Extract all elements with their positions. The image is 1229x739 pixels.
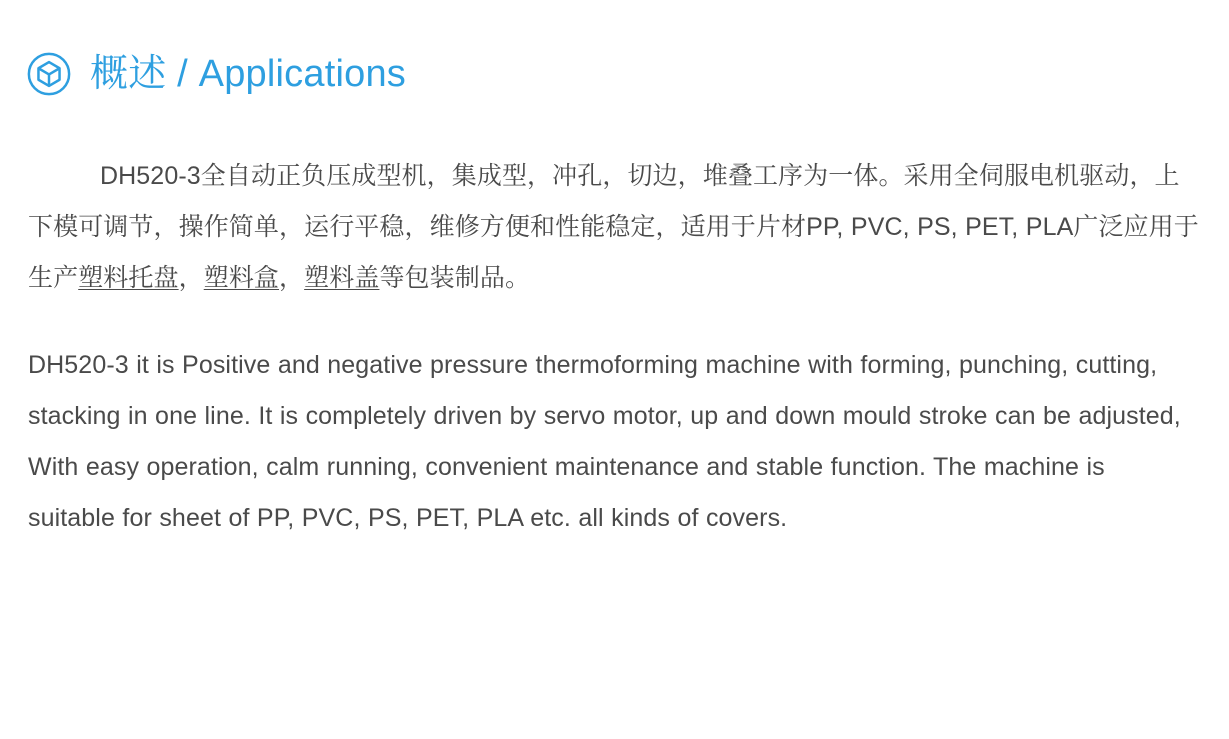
cube-outline-icon — [26, 51, 72, 97]
left-margin-rail — [0, 0, 5, 739]
paragraph-english-text: DH520-3 it is Positive and negative pressure thermoforming machine with forming, punching, cutting, stacking in one line. It is completely driven by servo motor, up and down mould stroke can be adjusted, With easy operation, calm running, convenient maintenance and stable function. The machine is suitable for sheet of PP, PVC, PS, PET, PLA etc. all kinds of covers. — [28, 350, 1181, 532]
section-header — [0, 0, 1229, 123]
page-title: 概述 / Applications — [90, 53, 406, 96]
applications-body — [0, 123, 1229, 544]
paragraph-english — [28, 340, 1199, 544]
paragraph-chinese — [28, 151, 1199, 304]
paragraph-chinese-text: DH520-3全自动正负压成型机，集成型，冲孔，切边，堆叠工序为一体。采用全伺服电机驱动，上下模可调节，操作简单，运行平稳，维修方便和性能稳定，适用于片材PP, PVC, PS, PET, PLA广泛应用于生产塑料托盘，塑料盒，塑料盖等包装制品。 — [28, 161, 1199, 292]
